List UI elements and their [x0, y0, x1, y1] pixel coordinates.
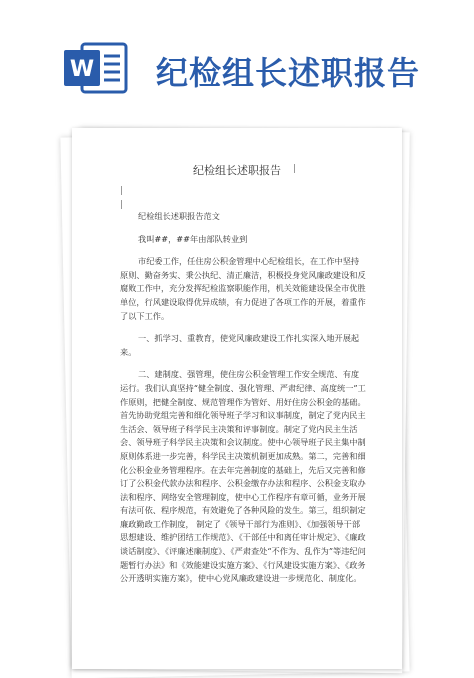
word-document-icon — [62, 40, 130, 96]
document-title: 纪检组长述职报告 — [193, 164, 281, 177]
paragraph: 二、建制度、强管理，使住房公积金管理工作安全规范、有度运行。我们认真坚持“健全制度、强化管理、严肃纪律、高度统一”工作原则，把健全制度、规范管理作为管好、用好住房公积金的基础。首先协助党组完善和细化领导班子学习和议事制度，制定了党内民主生活会、领导班子科学民主决策和评事制度。制定了党内民主生活会、领导班子科学民主决策和会议制度。使中心领导班子民主集中制原则体系进一步完善，科学民主决策机制更加成熟。第二，完善和细化公积金业务管理程序。在去年完善制度的基础上，先后又完善和修订了公积金代款办法和程序、公积金缴存办法和程序、公积金支取办法和程序、网络安全管理制度，使中心工作程序有章可循，业务开展有法可依、程序规范，有效避免了各种风险的发生。第三，组织制定廉政勤政工作制度， 制定了《领导干部行为准则》、《加强领导干部思想建设、维护团结工作规范》、《干部任中和离任审计规定》、《廉政谈话制度》、《评廉述廉制度》、《严肃查处“不作为、乱作为”等违纪问题暂行办法》和《效能建设实施方案》、《行风建设实施方案》、《政务公开透明实施方案》，使中心党风廉政建设进一步规范化、制度化。 — [120, 369, 366, 584]
logo-letter: W — [69, 57, 95, 82]
document-page — [72, 128, 402, 669]
header-banner — [0, 0, 474, 118]
paragraph: 市纪委工作，任住房公积金管理中心纪检组长，在工作中坚持原则、勤奋务实、秉公执纪、清正廉洁，积极投身党风廉政建设和反腐败工作中，充分发挥纪检监察职能作用，机关效能建设保全市优胜单位，行风建设取得优异成绩，有力促进了各项工作的开展，着重作了以下工作。 — [120, 256, 366, 321]
paragraph: 纪检组长述职报告范文 — [138, 211, 220, 221]
document-preview — [72, 128, 402, 669]
document-body — [120, 188, 366, 586]
paragraph: 我叫##，##年由部队转业到 — [138, 233, 248, 244]
text-cursor-mark — [294, 164, 295, 173]
banner-title: 纪检组长述职报告 — [156, 54, 421, 92]
paragraph: 一、抓学习、重教育，使党风廉政建设工作扎实深入地开展起来。 — [120, 333, 360, 357]
